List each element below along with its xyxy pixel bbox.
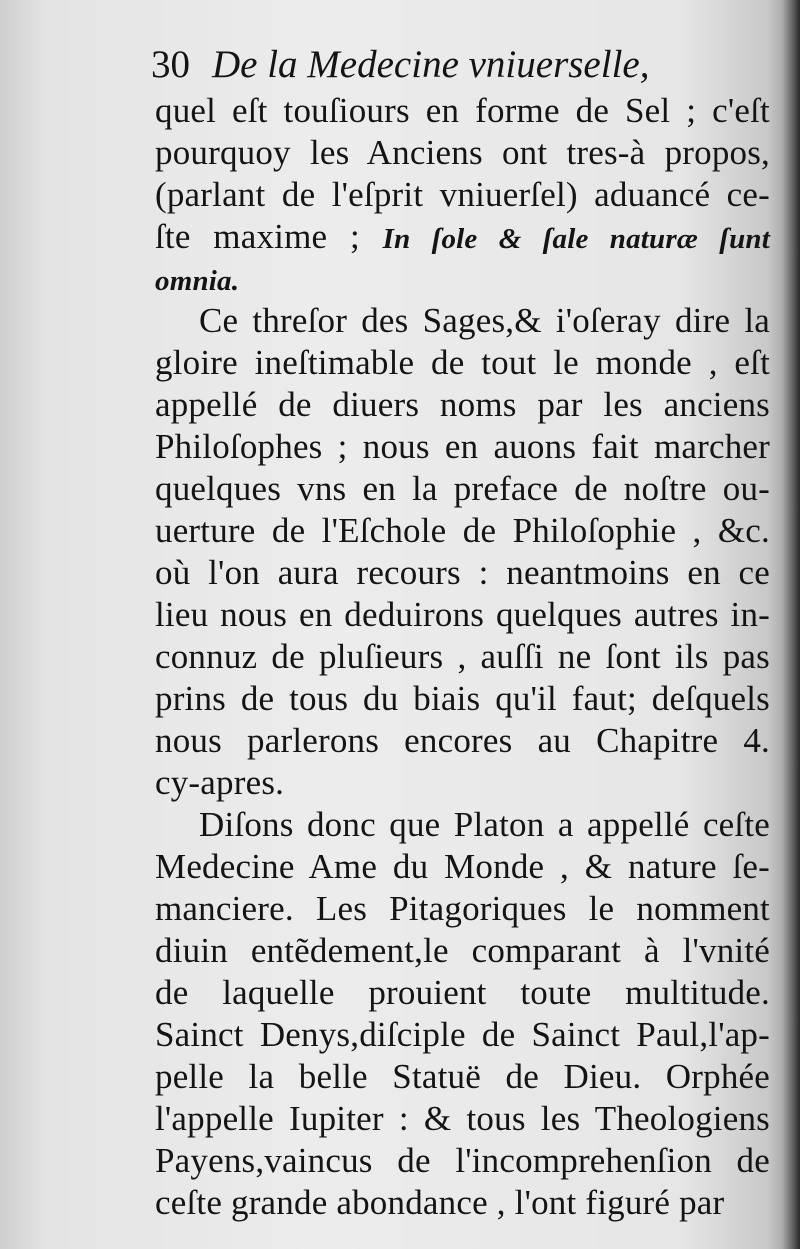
line-text: l'appelle Iupiter : & tous les Theologiens <box>155 1099 770 1138</box>
line-text: Ce threſor des Sages,& i'oſeray dire la <box>199 301 770 340</box>
text-line <box>155 174 770 216</box>
line-text: Payens,vaincus de l'incomprehenſion de <box>155 1141 770 1180</box>
text-line <box>155 1182 770 1224</box>
line-text: Philoſophes ; nous en auons fait marcher <box>155 427 770 466</box>
line-text: pourquoy les Anciens ont tres-à propos, <box>155 133 770 172</box>
text-line <box>155 216 770 258</box>
latin-quotation: In ſole & ſale naturæ ſunt <box>382 223 770 255</box>
text-line <box>155 90 770 132</box>
line-text: pelle la belle Statuë de Dieu. Orphée <box>155 1057 770 1096</box>
line-text: de laquelle prouient toute multitude. <box>155 973 770 1012</box>
page-number: 30 <box>151 43 190 86</box>
line-text: ceſte grande abondance , l'ont figuré par <box>155 1183 725 1222</box>
line-text: quelques vns en la preface de noſtre ou- <box>155 469 770 508</box>
line-text: Diſons donc que Platon a appellé ceſte <box>199 805 770 844</box>
text-line <box>155 552 770 594</box>
text-line <box>155 132 770 174</box>
line-text: Sainct Denys,diſciple de Sainct Paul,l'ap- <box>155 1015 770 1054</box>
text-line <box>155 1098 770 1140</box>
text-line <box>155 930 770 972</box>
text-line <box>155 678 770 720</box>
line-text: ſte maxime ; <box>155 217 383 256</box>
text-line <box>155 762 770 804</box>
body-text <box>155 90 770 1224</box>
text-line <box>155 972 770 1014</box>
text-line <box>155 1056 770 1098</box>
page-header <box>151 40 770 90</box>
text-line <box>155 636 770 678</box>
text-line <box>155 1140 770 1182</box>
text-line <box>155 846 770 888</box>
text-line <box>155 258 770 300</box>
text-line <box>155 594 770 636</box>
line-text: quel eſt touſiours en forme de Sel ; c'eſt <box>155 91 770 130</box>
paragraph <box>155 90 770 300</box>
text-line <box>155 468 770 510</box>
line-text: manciere. Les Pitagoriques le nomment <box>155 889 770 928</box>
line-text: appellé de diuers noms par les anciens <box>155 385 770 424</box>
page-text-block <box>151 40 770 1224</box>
line-text: diuin entẽdement,le comparant à l'vnité <box>155 931 770 970</box>
line-text: Medecine Ame du Monde , & nature ſe- <box>155 847 770 886</box>
text-line <box>155 510 770 552</box>
text-line <box>155 1014 770 1056</box>
text-line <box>155 888 770 930</box>
line-text: prins de tous du biais qu'il faut; deſquels <box>155 679 770 718</box>
running-title: De la Medecine vniuerselle, <box>212 43 650 86</box>
text-line <box>155 342 770 384</box>
line-text: (parlant de l'eſprit vniuerſel) aduancé ce- <box>155 175 770 214</box>
line-text: où l'on aura recours : neantmoins en ce <box>155 553 770 592</box>
text-line <box>155 426 770 468</box>
line-text: nous parlerons encores au Chapitre 4. <box>155 721 770 760</box>
latin-quotation: omnia. <box>155 265 240 297</box>
line-text: gloire ineſtimable de tout le monde , eſt <box>155 343 770 382</box>
text-line <box>155 300 770 342</box>
text-line <box>155 384 770 426</box>
line-text: connuz de pluſieurs , auſſi ne ſont ils pas <box>155 637 770 676</box>
paragraph <box>155 804 770 1224</box>
text-line <box>155 720 770 762</box>
line-text: lieu nous en deduirons quelques autres in- <box>155 595 770 634</box>
page-edge-shadow <box>782 0 800 1249</box>
text-line <box>155 804 770 846</box>
paragraph <box>155 300 770 804</box>
line-text: uerture de l'Eſchole de Philoſophie , &c. <box>155 511 770 550</box>
line-text: cy-apres. <box>155 763 285 802</box>
